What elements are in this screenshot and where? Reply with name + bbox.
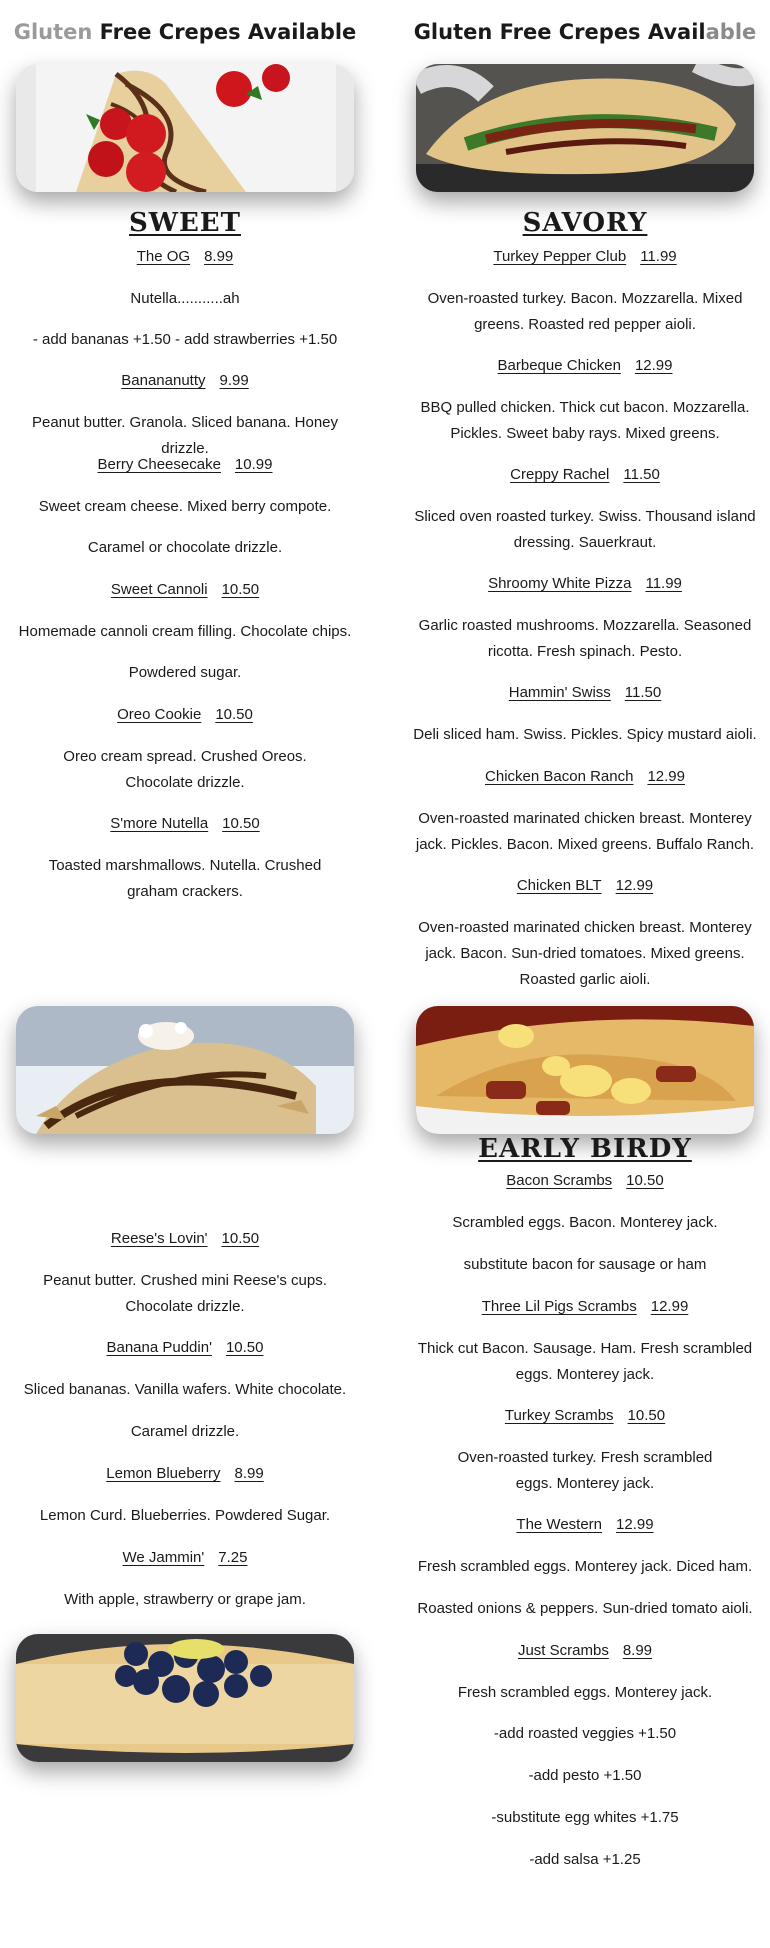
berry-cheesecake-drizzle: Caramel or chocolate drizzle. xyxy=(87,539,283,556)
menu-item-banananutty: Banananutty 9.99 xyxy=(121,372,249,389)
menu-item-berry-cheesecake: Berry Cheesecake 10.99 xyxy=(97,456,273,473)
three-lil-pigs-description: Thick cut Bacon. Sausage. Ham. Fresh scrambled eggs. Monterey jack. xyxy=(417,1340,753,1383)
sweet-cannoli-description: Homemade cannoli cream filling. Chocolate chips. xyxy=(18,623,352,640)
chicken-bacon-ranch-description: Oven-roasted marinated chicken breast. Monterey jack. Pickles. Bacon. Mixed greens. Buffalo Ranch. xyxy=(415,810,755,853)
menu-item-banana-puddin: Banana Puddin' 10.50 xyxy=(106,1339,264,1356)
savory-crepe-photo xyxy=(416,64,754,192)
breakfast-crepe-photo xyxy=(416,1006,754,1134)
menu-item-creppy-rachel: Creppy Rachel 11.50 xyxy=(510,466,660,483)
blueberry-crepe-photo xyxy=(16,1634,354,1762)
menu-item-just-scrambs: Just Scrambs 8.99 xyxy=(517,1642,653,1659)
sweet-column xyxy=(0,0,370,1608)
sweet-cannoli-sugar: Powdered sugar. xyxy=(128,664,242,681)
the-western-toppings: Roasted onions & peppers. Sun-dried tomato aioli. xyxy=(417,1600,753,1617)
banana-puddin-drizzle: Caramel drizzle. xyxy=(130,1423,240,1440)
banananutty-description: Peanut butter. Granola. Sliced banana. Honey drizzle. xyxy=(31,414,339,457)
addon-pesto: -add pesto +1.50 xyxy=(528,1767,642,1784)
turkey-scrambs-description: Oven-roasted turkey. Fresh scrambled eggs. Monterey jack. xyxy=(457,1449,713,1492)
smore-nutella-description: Toasted marshmallows. Nutella. Crushed graham crackers. xyxy=(48,857,322,900)
menu-item-turkey-pepper-club: Turkey Pepper Club 11.99 xyxy=(493,248,677,265)
banana-puddin-description: Sliced bananas. Vanilla wafers. White chocolate. xyxy=(23,1381,347,1398)
gluten-free-banner-left: Gluten Free Crepes Available xyxy=(13,20,357,44)
the-western-description: Fresh scrambled eggs. Monterey jack. Diced ham. xyxy=(417,1558,753,1575)
nutella-crepe-photo xyxy=(16,1006,354,1134)
menu-item-sweet-cannoli: Sweet Cannoli 10.50 xyxy=(110,581,260,598)
menu-item-chicken-blt: Chicken BLT 12.99 xyxy=(516,877,654,894)
sweet-crepe-photo xyxy=(16,64,354,192)
savory-column xyxy=(400,0,770,1868)
savory-section-title: SAVORY xyxy=(522,208,648,238)
menu-item-bacon-scrambs: Bacon Scrambs 10.50 xyxy=(506,1172,664,1189)
berry-cheesecake-description: Sweet cream cheese. Mixed berry compote. xyxy=(38,498,332,515)
sweet-section-title: SWEET xyxy=(129,208,241,238)
lemon-blueberry-description: Lemon Curd. Blueberries. Powdered Sugar. xyxy=(39,1507,331,1524)
shroomy-white-pizza-description: Garlic roasted mushrooms. Mozzarella. Seasoned ricotta. Fresh spinach. Pesto. xyxy=(418,617,752,660)
barbeque-chicken-description: BBQ pulled chicken. Thick cut bacon. Mozzarella. Pickles. Sweet baby rays. Mixed greens. xyxy=(420,399,750,442)
menu-item-chicken-bacon-ranch: Chicken Bacon Ranch 12.99 xyxy=(485,768,685,785)
menu-item-shroomy-white-pizza: Shroomy White Pizza 11.99 xyxy=(488,575,682,592)
just-scrambs-description: Fresh scrambled eggs. Monterey jack. xyxy=(457,1684,713,1701)
bacon-scrambs-substitute: substitute bacon for sausage or ham xyxy=(463,1256,707,1273)
menu-item-the-og: The OG 8.99 xyxy=(136,248,234,265)
menu-item-oreo-cookie: Oreo Cookie 10.50 xyxy=(117,706,253,723)
bacon-scrambs-description: Scrambled eggs. Bacon. Monterey jack. xyxy=(452,1214,718,1231)
the-og-description: Nutella...........ah xyxy=(130,290,240,307)
menu-item-turkey-scrambs: Turkey Scrambs 10.50 xyxy=(504,1407,666,1424)
chicken-blt-description: Oven-roasted marinated chicken breast. Monterey jack. Bacon. Sun-dried tomatoes. Mixed greens. Roasted garlic aioli. xyxy=(418,919,752,988)
hammin-swiss-description: Deli sliced ham. Swiss. Pickles. Spicy mustard aioli. xyxy=(413,726,757,743)
addon-salsa: -add salsa +1.25 xyxy=(529,1851,641,1868)
menu-item-we-jammin: We Jammin' 7.25 xyxy=(122,1549,248,1566)
menu-item-the-western: The Western 12.99 xyxy=(516,1516,654,1533)
the-og-addons: - add bananas +1.50 - add strawberries +1.50 xyxy=(32,331,338,348)
early-birdy-section-title: EARLY BIRDY xyxy=(478,1134,692,1164)
menu-item-three-lil-pigs-scrambs: Three Lil Pigs Scrambs 12.99 xyxy=(481,1298,689,1315)
gluten-free-banner-right: Gluten Free Crepes Available xyxy=(413,20,757,44)
we-jammin-description: With apple, strawberry or grape jam. xyxy=(64,1591,306,1608)
menu-item-hammin-swiss: Hammin' Swiss 11.50 xyxy=(508,684,662,701)
menu-item-reeses-lovin: Reese's Lovin' 10.50 xyxy=(110,1230,260,1247)
menu-item-barbeque-chicken: Barbeque Chicken 12.99 xyxy=(497,357,673,374)
oreo-cookie-description: Oreo cream spread. Crushed Oreos. Chocolate drizzle. xyxy=(63,748,307,791)
addon-roasted-veggies: -add roasted veggies +1.50 xyxy=(493,1725,677,1742)
reeses-lovin-description: Peanut butter. Crushed mini Reese's cups. Chocolate drizzle. xyxy=(43,1272,327,1315)
creppy-rachel-description: Sliced oven roasted turkey. Swiss. Thousand island dressing. Sauerkraut. xyxy=(414,508,756,551)
menu-item-lemon-blueberry: Lemon Blueberry 8.99 xyxy=(106,1465,264,1482)
menu-item-smore-nutella: S'more Nutella 10.50 xyxy=(110,815,260,832)
addon-egg-whites: -substitute egg whites +1.75 xyxy=(491,1809,679,1826)
turkey-pepper-club-description: Oven-roasted turkey. Bacon. Mozzarella. Mixed greens. Roasted red pepper aioli. xyxy=(427,290,743,333)
